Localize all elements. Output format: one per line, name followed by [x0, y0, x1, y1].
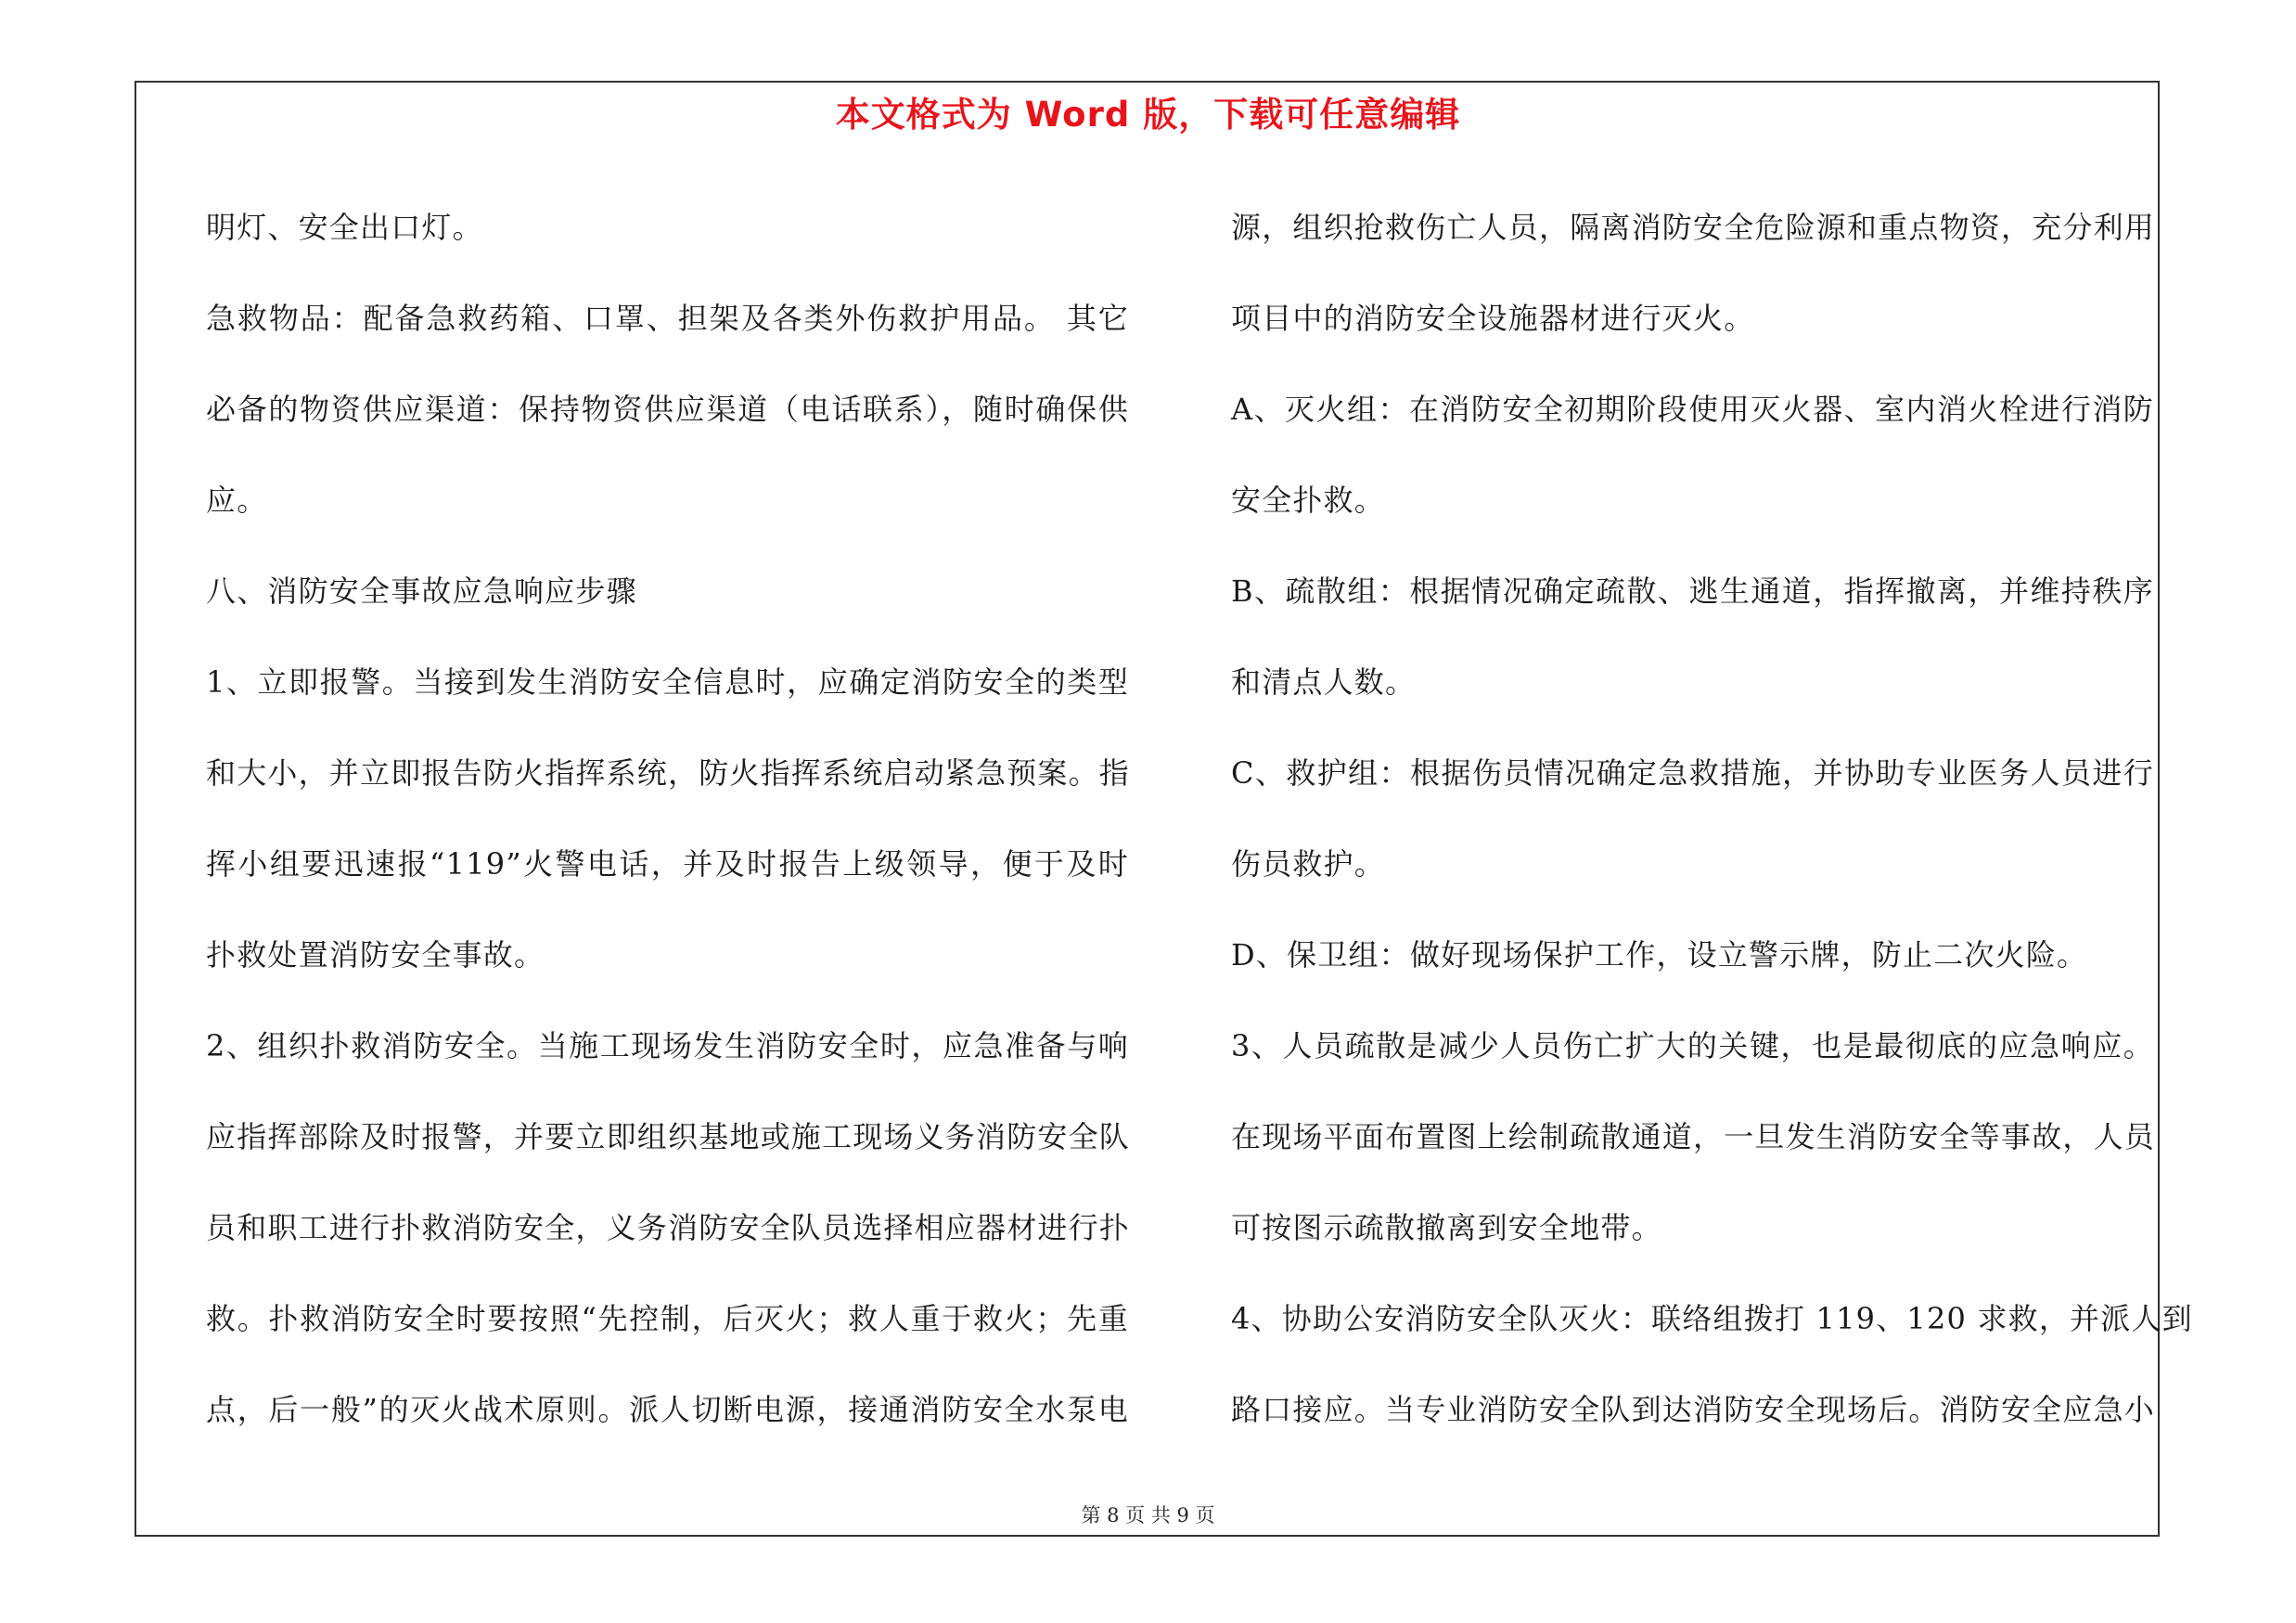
text-line: 4、协助公安消防安全队灭火：联络组拨打 119、120 求救，并派人到	[1231, 1301, 2193, 1336]
text-line: 扑救处置消防安全事故。	[206, 937, 545, 973]
text-line: 救。扑救消防安全时要按照“先控制，后灭火；救人重于救火；先重	[206, 1301, 1129, 1336]
text-line: C、救护组：根据伤员情况确定急救措施，并协助专业医务人员进行	[1231, 755, 2154, 791]
text-line: 安全扑救。	[1231, 483, 1386, 518]
page-number: 第 8 页 共 9 页	[1081, 1504, 1215, 1526]
text-line: 急救物品：配备急救药箱、口罩、担架及各类外伤救护用品。 其它	[206, 301, 1129, 336]
word-format-notice: 本文格式为 Word 版，下载可任意编辑	[835, 95, 1461, 135]
text-line: 路口接应。当专业消防安全队到达消防安全现场后。消防安全应急小	[1231, 1392, 2156, 1427]
text-line: 源，组织抢救伤亡人员，隔离消防安全危险源和重点物资，充分利用	[1231, 210, 2156, 245]
text-line: 项目中的消防安全设施器材进行灭火。	[1231, 301, 1755, 336]
text-line: 和大小，并立即报告防火指挥系统，防火指挥系统启动紧急预案。指	[206, 755, 1131, 791]
text-line: D、保卫组：做好现场保护工作，设立警示牌，防止二次火险。	[1231, 937, 2088, 973]
text-line: 3、人员疏散是减少人员伤亡扩大的关键，也是最彻底的应急响应。	[1231, 1028, 2154, 1063]
section-heading: 八、消防安全事故应急响应步骤	[206, 573, 637, 609]
text-line: A、灭火组：在消防安全初期阶段使用灭火器、室内消火栓进行消防	[1231, 392, 2154, 427]
text-line: 伤员救护。	[1231, 846, 1386, 882]
text-line: 明灯、安全出口灯。	[206, 210, 483, 245]
right-text-column	[1231, 182, 2193, 1455]
text-line: 1、立即报警。当接到发生消防安全信息时，应确定消防安全的类型	[206, 664, 1129, 700]
text-line: 应。	[206, 483, 268, 518]
text-line: 挥小组要迅速报“119”火警电话，并及时报告上级领导，便于及时	[206, 846, 1129, 882]
text-line: B、疏散组：根据情况确定疏散、逃生通道，指挥撤离，并维持秩序	[1231, 573, 2154, 609]
text-line: 应指挥部除及时报警，并要立即组织基地或施工现场义务消防安全队	[206, 1119, 1131, 1154]
text-line: 可按图示疏散撤离到安全地带。	[1231, 1210, 1662, 1245]
text-line: 和清点人数。	[1231, 664, 1417, 700]
text-line: 必备的物资供应渠道：保持物资供应渠道（电话联系），随时确保供	[206, 392, 1129, 427]
text-line: 在现场平面布置图上绘制疏散通道，一旦发生消防安全等事故，人员	[1231, 1119, 2156, 1154]
text-line: 员和职工进行扑救消防安全，义务消防安全队员选择相应器材进行扑	[206, 1210, 1131, 1245]
text-line: 2、组织扑救消防安全。当施工现场发生消防安全时，应急准备与响	[206, 1028, 1129, 1063]
left-text-column	[206, 182, 1129, 1455]
text-line: 点，后一般”的灭火战术原则。派人切断电源，接通消防安全水泵电	[206, 1392, 1129, 1427]
